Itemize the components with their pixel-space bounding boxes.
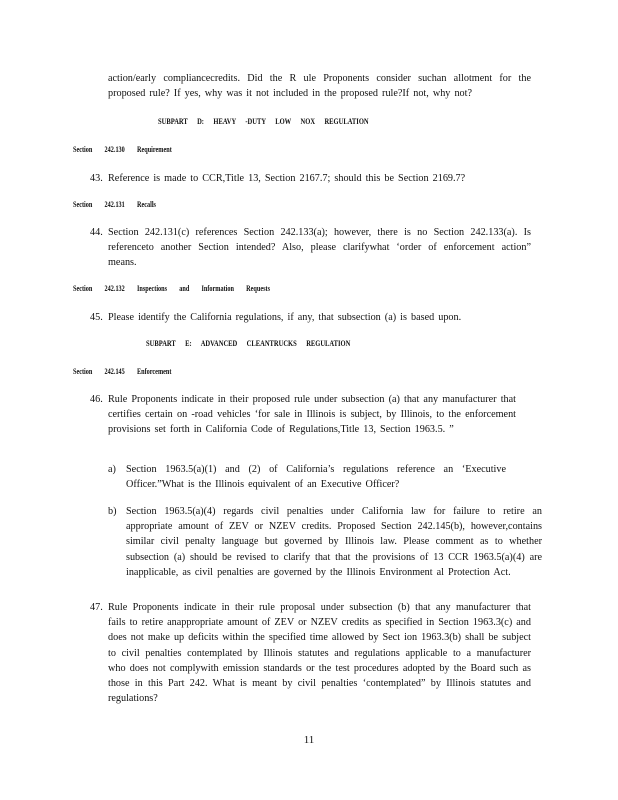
item-45-text: Please identify the California regulations, if any, that subsection (a) is based upon. bbox=[108, 312, 462, 323]
subpart-d-heading: SUBPART D: HEAVY -DUTY LOW NOX REGULATION bbox=[158, 117, 369, 126]
item-45-number: 45. bbox=[90, 312, 103, 323]
section-242-145-heading: Section 242.145 Enforcement bbox=[73, 367, 172, 376]
page-number: 11 bbox=[303, 734, 315, 746]
section-242-131-heading: Section 242.131 Recalls bbox=[73, 200, 156, 209]
section-242-132-heading: Section 242.132 Inspections and Information Requests bbox=[73, 284, 271, 293]
item-43 bbox=[108, 171, 531, 186]
item-43-text: Reference is made to CCR,Title 13, Section 2167.7; should this be Section 2169.7? bbox=[108, 173, 466, 184]
item-44-number: 44. bbox=[90, 227, 103, 238]
section-242-130-heading: Section 242.130 Requirement bbox=[73, 145, 172, 154]
item-46b bbox=[126, 504, 542, 580]
item-46 bbox=[108, 392, 516, 438]
continued-paragraph bbox=[108, 71, 531, 101]
item-43-number: 43. bbox=[90, 173, 103, 184]
item-46a-text: Section 1963.5(a)(1) and (2) of California’s regulations reference an ‘Executive Officer.”What is the Illinois equivalent of an Executive Officer? bbox=[126, 464, 506, 491]
subpart-e-heading: SUBPART E: ADVANCED CLEANTRUCKS REGULATION bbox=[146, 339, 351, 348]
item-46b-label: b) bbox=[108, 506, 117, 517]
item-46a bbox=[126, 462, 506, 492]
item-47-text: Rule Proponents indicate in their rule proposal under subsection (b) that any manufacturer that fails to retire anappropriate amount of ZEV or NZEV credits as specified in Section 1963.3(c) and does not make up deficits within the specified time allowed by Sect ion 1963.3(b) shall be subject to civil penalties contemplated by Illinois statutes and regulations applicable to a manufacturer who does not complywith emission standards or the test procedures adopted by the Board such as those in this Part 242. What is meant by civil penalties ‘contemplated” by Illinois statutes and regulations? bbox=[108, 602, 531, 705]
item-47-number: 47. bbox=[90, 602, 103, 613]
item-46-text: Rule Proponents indicate in their proposed rule under subsection (a) that any manufacturer that certifies certain on -road vehicles ‘for sale in Illinois is subject, by Illinois, to the enforcement provisions set forth in California Code of Regulations,Title 13, Section 1963.5. ” bbox=[108, 394, 516, 436]
item-45 bbox=[108, 310, 531, 325]
item-46-number: 46. bbox=[90, 394, 103, 405]
item-47 bbox=[108, 600, 531, 706]
continued-text: action/early compliancecredits. Did the R ule Proponents consider suchan allotment for the proposed rule? If yes, why was it not included in the proposed rule?If not, why not? bbox=[108, 73, 531, 100]
item-44 bbox=[108, 225, 531, 271]
item-46b-text: Section 1963.5(a)(4) regards civil penalties under California law for failure to retire an appropriate amount of ZEV or NZEV credits. Proposed Section 242.145(b), however,contains similar civil penalty language but governed by Illinois law. Please comment as to whether subsection (a) should be revised to clarify that that the provisions of 13 CCR 1963.5(a)(4) are inapplicable, as civil penalties are governed by the Illinois Environment al Protection Act. bbox=[126, 506, 542, 578]
item-44-text: Section 242.131(c) references Section 242.133(a); however, there is no Section 242.133(a). Is referenceto another Section intended? Also, please clarifywhat ‘order of enforcement action” means. bbox=[108, 227, 531, 269]
item-46a-label: a) bbox=[108, 464, 116, 475]
